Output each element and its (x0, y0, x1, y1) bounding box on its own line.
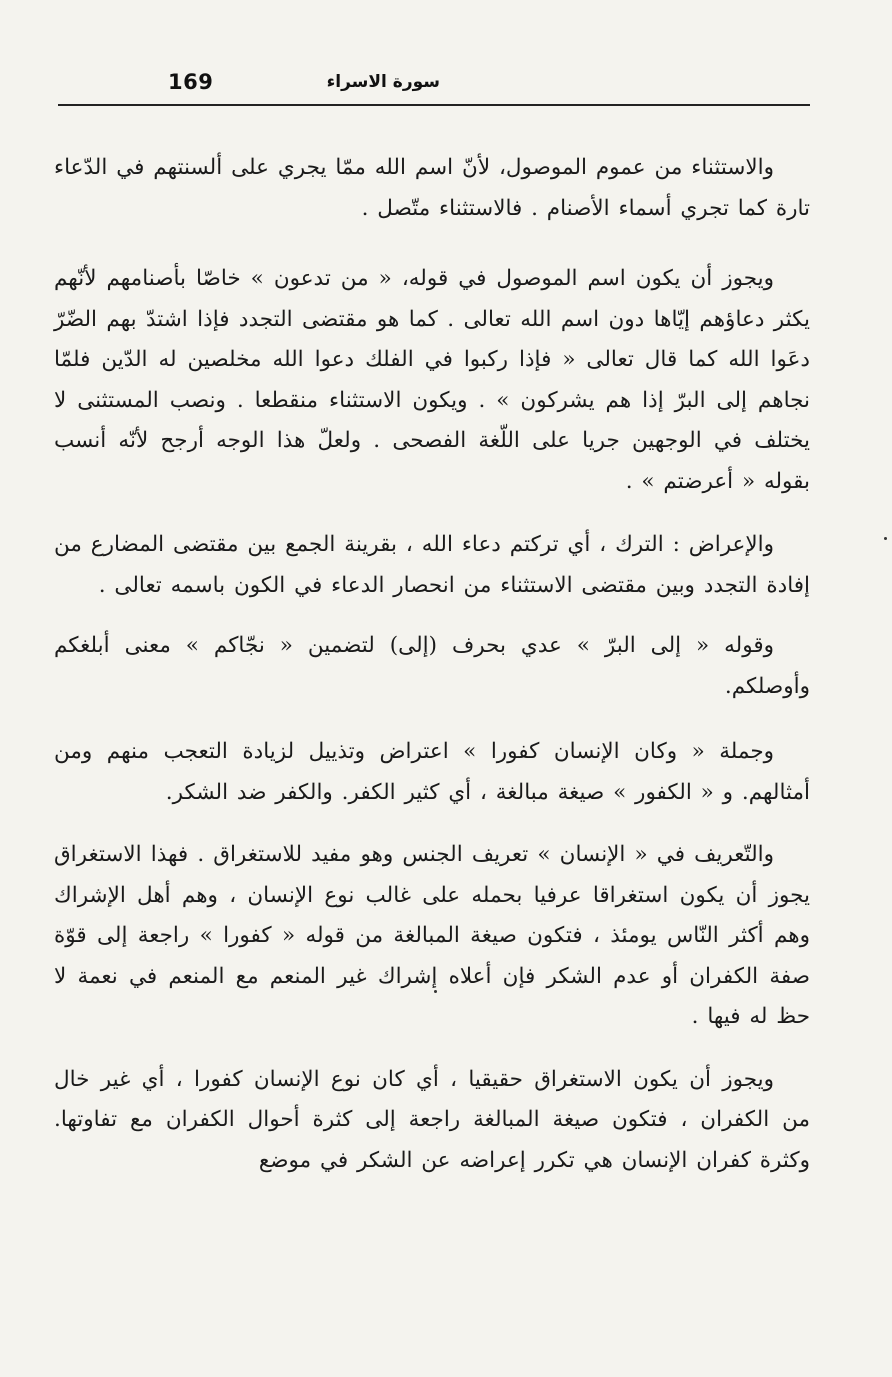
running-title: سورة الاسراء (326, 72, 440, 92)
header-divider (58, 104, 810, 106)
paragraph: ويجوز أن يكون اسم الموصول في قوله، « من تدعون » خاصّا بأصنامهم لأنّهم يكثر دعاؤهم إيّاها دون اسم الله تعالى . كما هو مقتضى التجدد فإذا اشتدّ بهم الضّرّ دعَوا الله كما قال تعالى « فإذا ركبوا في الفلك دعوا الله مخلصين له الدّين فلمّا نجاهم إلى البرّ إذا هم يشركون » . ويكون الاستثناء منقطعا . ونصب المستثنى لا يختلف في الوجهين جريا على اللّغة الفصحى . ولعلّ هذا الوجه أرجح لأنّه أنسب بقوله « أعرضتم » . (54, 266, 810, 494)
paragraph: والإعراض : الترك ، أي تركتم دعاء الله ، بقرينة الجمع بين مقتضى المضارع من إفادة التجدد وبين مقتضى الاستثناء من انحصار الدعاء في الكون باسمه تعالى . (54, 532, 810, 598)
scan-speck (884, 537, 887, 540)
scan-speck (434, 990, 437, 993)
paragraph: ويجوز أن يكون الاستغراق حقيقيا ، أي كان نوع الإنسان كفورا ، أي غير خال من الكفران ، فتكون صيغة المبالغة راجعة إلى كثرة أحوال الكفران مع تفاوتها. وكثرة كفران الإنسان هي تكرر إعراضه عن الشكر في موضع (54, 1066, 810, 1173)
paragraph: وجملة « وكان الإنسان كفورا » اعتراض وتذييل لزيادة التعجب منهم ومن أمثالهم. و « الكفور » صيغة مبالغة ، أي كثير الكفر. والكفر ضد الشكر. (54, 739, 810, 805)
paragraph: وقوله « إلى البرّ » عدي بحرف (إلى) لتضمين « نجّاكم » معنى أبلغكم وأوصلكم. (54, 633, 810, 699)
paragraph: والتّعريف في « الإنسان » تعريف الجنس وهو مفيد للاستغراق . فهذا الاستغراق يجوز أن يكون استغراقا عرفيا بحمله على غالب نوع الإنسان ، وهم أهل الإشراك وهم أكثر النّاس يومئذ ، فتكون صيغة المبالغة من قوله « كفورا » راجعة إلى قوّة صفة الكفران أو عدم الشكر فإن أعلاه إشراك غير المنعم مع المنعم في نعمة لا حظ له فيها . (54, 842, 810, 1029)
paragraph: والاستثناء من عموم الموصول، لأنّ اسم الله ممّا يجري على ألسنتهم في الدّعاء تارة كما تجري أسماء الأصنام . فالاستثناء متّصل . (54, 155, 810, 221)
page-number: 169 (168, 70, 214, 94)
page-header (58, 70, 810, 106)
page-body (54, 148, 810, 1204)
